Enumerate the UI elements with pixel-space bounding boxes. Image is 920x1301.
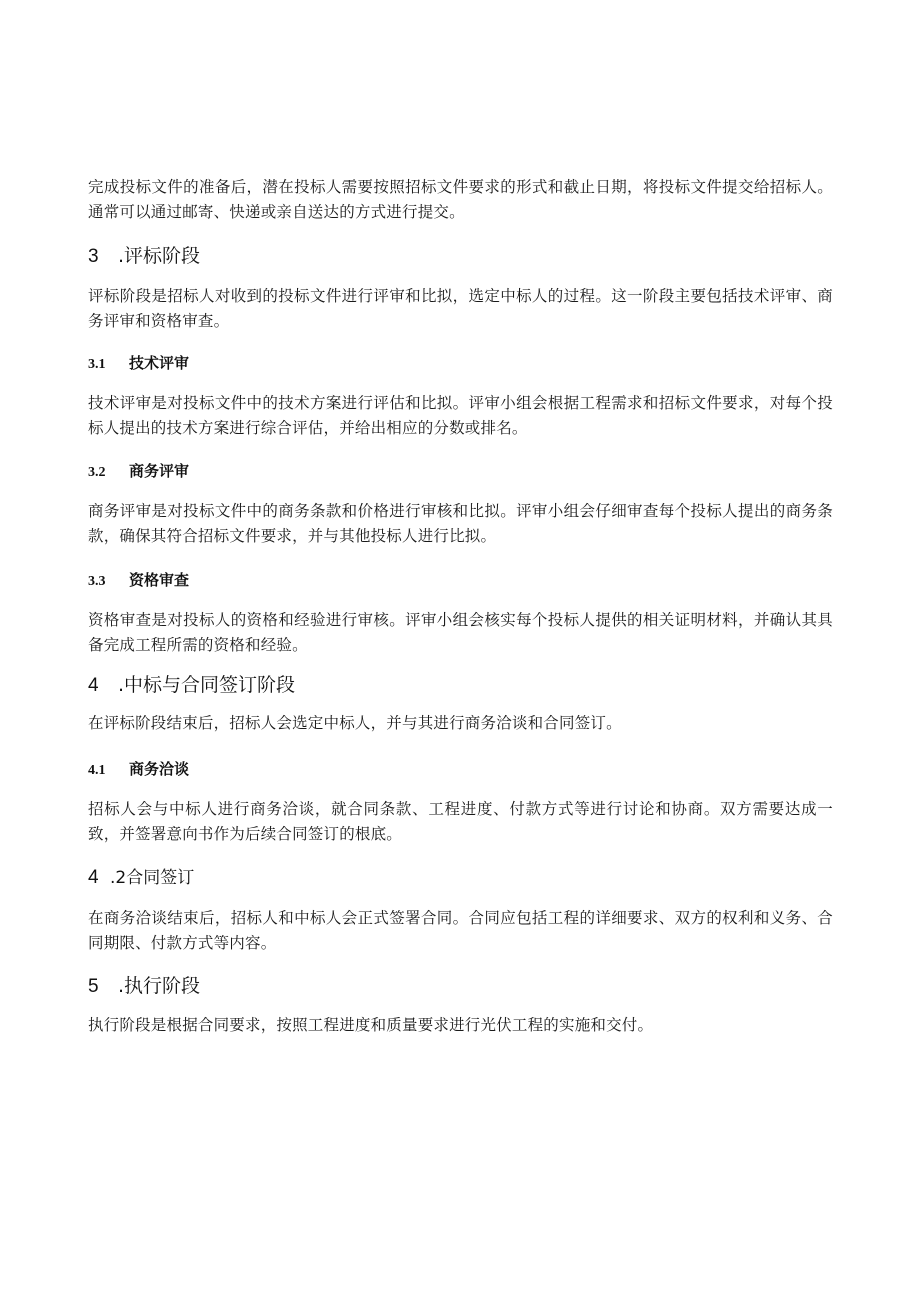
paragraph-section-3 [88, 284, 833, 334]
heading-section-4-1 [88, 758, 833, 782]
paragraph-section-3-2 [88, 499, 833, 549]
section-title: 技术评审 [129, 354, 190, 372]
paragraph-text: 执行阶段是根据合同要求，按照工程进度和质量要求进行光伏工程的实施和交付。 [88, 1016, 654, 1034]
paragraph-intro [88, 175, 833, 225]
paragraph-section-4-2 [88, 906, 833, 956]
section-number: 4 [88, 675, 99, 696]
heading-section-3 [88, 243, 833, 270]
paragraph-section-4-1 [88, 797, 833, 847]
section-title: .执行阶段 [118, 975, 201, 997]
section-title: 商务评审 [129, 462, 190, 480]
section-title: 商务洽谈 [129, 760, 190, 778]
section-number: 3.3 [88, 574, 106, 589]
paragraph-text: 技术评审是对投标文件中的技术方案进行评估和比拟。评审小组会根据工程需求和招标文件要求，对每个投标人提出的技术方案进行综合评估，并给出相应的分数或排名。 [88, 394, 833, 437]
paragraph-text: 在商务洽谈结束后，招标人和中标人会正式签署合同。合同应包括工程的详细要求、双方的权利和义务、合同期限、付款方式等内容。 [88, 909, 833, 952]
paragraph-text: 完成投标文件的准备后，潜在投标人需要按照招标文件要求的形式和截止日期，将投标文件提交给招标人。通常可以通过邮寄、快递或亲自送达的方式进行提交。 [88, 178, 833, 221]
paragraph-section-3-1 [88, 391, 833, 441]
paragraph-text: 资格审查是对投标人的资格和经验进行审核。评审小组会核实每个投标人提供的相关证明材料，并确认其具备完成工程所需的资格和经验。 [88, 611, 833, 654]
section-title: .中标与合同签订阶段 [118, 674, 296, 696]
section-number: 4 [88, 867, 99, 888]
paragraph-text: 商务评审是对投标文件中的商务条款和价格进行审核和比拟。评审小组会仔细审查每个投标人提出的商务条款，确保其符合招标文件要求，并与其他投标人进行比拟。 [88, 502, 833, 545]
paragraph-section-5 [88, 1013, 833, 1038]
section-title: .2合同签订 [110, 868, 195, 888]
section-number: 5 [88, 976, 99, 997]
section-number: 3.1 [88, 357, 106, 372]
section-number: 3 [88, 246, 99, 267]
heading-section-3-3 [88, 569, 833, 593]
section-title: 资格审查 [129, 571, 190, 589]
heading-section-3-2 [88, 460, 833, 484]
heading-section-3-1 [88, 352, 833, 376]
section-number: 3.2 [88, 465, 106, 480]
paragraph-section-4 [88, 711, 833, 736]
paragraph-text: 招标人会与中标人进行商务洽谈，就合同条款、工程进度、付款方式等进行讨论和协商。双方需要达成一致，并签署意向书作为后续合同签订的根底。 [88, 800, 833, 843]
paragraph-text: 在评标阶段结束后，招标人会选定中标人，并与其进行商务洽谈和合同签订。 [88, 714, 622, 732]
heading-section-5 [88, 973, 833, 1000]
paragraph-section-3-3 [88, 608, 833, 658]
heading-section-4 [88, 672, 833, 699]
heading-section-4-2 [88, 866, 833, 890]
section-number: 4.1 [88, 763, 106, 778]
paragraph-text: 评标阶段是招标人对收到的投标文件进行评审和比拟，选定中标人的过程。这一阶段主要包括技术评审、商务评审和资格审查。 [88, 287, 833, 330]
section-title: .评标阶段 [118, 245, 201, 267]
